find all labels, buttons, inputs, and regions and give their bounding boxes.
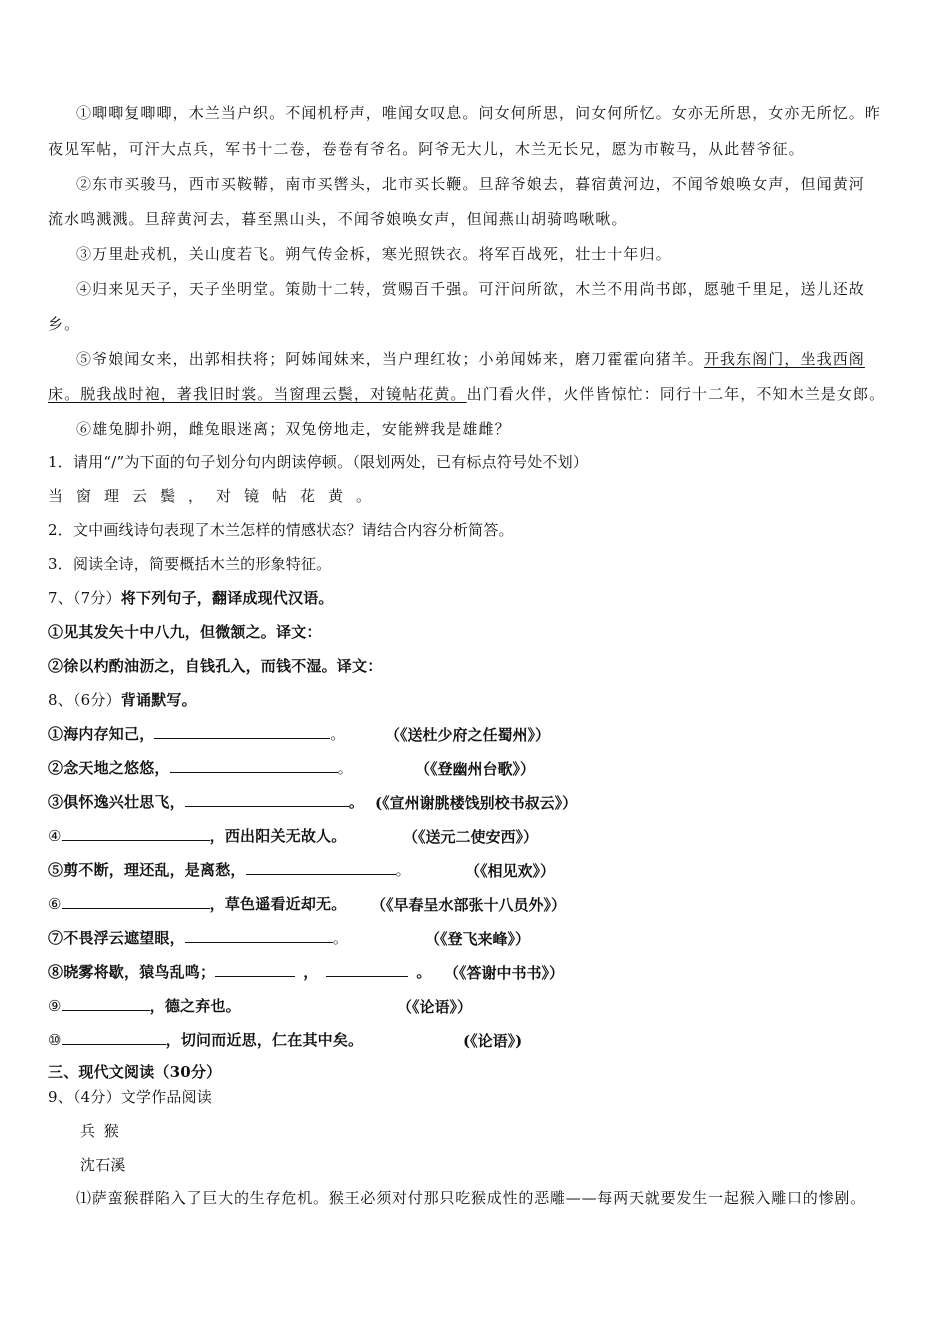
item-text: ⑩ — [48, 1031, 62, 1049]
poem-para5-text: ⑤爷娘闻女来，出郭相扶将；阿姊闻妹来，当户理红妆；小弟闻姊来，磨刀霍霍向猪羊。 — [76, 350, 704, 368]
poem-para2-line1: ②东市买骏马，西市买鞍鞯，南市买辔头，北市买长鞭。旦辞爷娘去，暮宿黄河边，不闻爷娘唤女声，但闻黄河 — [76, 175, 865, 193]
item-text: 。 — [330, 725, 346, 743]
item-text: ④ — [48, 827, 62, 845]
item-text: ，西出阳关无故人。 — [209, 827, 347, 845]
item-text: ， — [303, 963, 319, 981]
item-text: ，草色遥看近却无。 — [209, 895, 347, 913]
item-text: ，德之弃也。 — [149, 997, 241, 1015]
source-title: （《登幽州台歌》） — [415, 760, 536, 778]
question-1-sentence: 当窗理云鬓，对镜帖花黄。 — [48, 487, 385, 505]
answer-blank[interactable] — [62, 894, 210, 909]
poem-para4-line2: 乡。 — [48, 315, 81, 333]
recitation-item-9 — [48, 996, 908, 1016]
story-author: 沈石溪 — [80, 1156, 126, 1174]
poem-para4-line1: ④归来见天子，天子坐明堂。策勋十二转，赏赐百千强。可汗问所欲，木兰不用尚书郎，愿驰千里足，送儿还故 — [76, 280, 865, 298]
question-7-sentence-1: ①见其发矢十中八九，但微颔之。译文： — [48, 623, 322, 641]
question-7-title — [48, 588, 908, 608]
item-text: ，切问而近思，仁在其中矣。 — [165, 1031, 364, 1049]
question-2: 2．文中画线诗句表现了木兰怎样的情感状态？请结合内容分析简答。 — [48, 521, 514, 539]
answer-blank[interactable] — [62, 1030, 166, 1045]
source-title: （《送杜少府之任蜀州》） — [385, 726, 551, 744]
poem-para1-line1: ①唧唧复唧唧，木兰当户织。不闻机杼声，唯闻女叹息。问女何所思，问女何所忆。女亦无所思，女亦无所忆。昨 — [76, 104, 882, 122]
section-3-heading: 三、现代文阅读（30分） — [48, 1063, 222, 1081]
source-title: (《论语》) — [463, 1032, 523, 1050]
source-title: （《答谢中书书》） — [444, 964, 565, 982]
question-3: 3．阅读全诗，简要概括木兰的形象特征。 — [48, 555, 332, 573]
item-text: 。 — [337, 759, 353, 777]
source-title: （《登飞来峰》） — [425, 930, 531, 948]
underlined-verse: 床。脱我战时袍，著我旧时裳。当窗理云鬓，对镜帖花黄。 — [48, 385, 467, 403]
source-title: （《论语》） — [397, 998, 473, 1016]
question-7-sentence-2: ②徐以杓酌油沥之，自钱孔入，而钱不湿。译文： — [48, 657, 383, 675]
question-8-number: 8、（6分） — [48, 691, 121, 709]
item-text: 。 — [395, 861, 411, 879]
question-8-title — [48, 690, 908, 710]
answer-blank[interactable] — [185, 792, 349, 807]
underlined-verse: 开我东阁门，坐我西阁 — [703, 350, 865, 368]
poem-para2-line2: 流水鸣溅溅。旦辞黄河去，暮至黑山头，不闻爷娘唤女声，但闻燕山胡骑鸣啾啾。 — [48, 210, 628, 228]
poem-para1-line2: 夜见军帖，可汗大点兵，军书十二卷，卷卷有爷名。阿爷无大儿，木兰无长兄，愿为市鞍马，从此替爷征。 — [48, 140, 805, 158]
poem-para3: ③万里赴戎机，关山度若飞。朔气传金柝，寒光照铁衣。将军百战死，壮士十年归。 — [76, 245, 672, 263]
story-paragraph-1: ⑴萨蛮猴群陷入了巨大的生存危机。猴王必须对付那只吃猴成性的恶雕——每两天就要发生一起猴入雕口的惨剧。 — [76, 1189, 867, 1207]
answer-blank[interactable] — [326, 962, 408, 977]
answer-blank[interactable] — [215, 962, 295, 977]
question-1: 1．请用“/”为下面的句子划分句内朗读停顿。（限划两处，已有标点符号处不划） — [48, 453, 589, 471]
item-text: 。 — [332, 929, 349, 947]
answer-blank[interactable] — [170, 758, 338, 773]
source-title: (《宣州谢朓楼饯别校书叔云》） — [375, 794, 578, 812]
answer-blank[interactable] — [246, 860, 396, 875]
answer-blank[interactable] — [62, 826, 210, 841]
item-text: ③俱怀逸兴壮思飞， — [48, 793, 185, 811]
question-7-number: 7、（7分） — [48, 589, 121, 607]
item-text: ⑤剪不断，理还乱，是离愁， — [48, 861, 246, 879]
poem-para5-line1 — [76, 349, 936, 369]
item-text: ②念天地之悠悠， — [48, 759, 170, 777]
question-7-instruction: 将下列句子，翻译成现代汉语。 — [120, 589, 334, 607]
question-8-instruction: 背诵默写。 — [120, 691, 197, 709]
poem-para5-text: 出门看火伴，火伴皆惊忙：同行十二年，不知木兰是女郎。 — [466, 385, 886, 403]
item-text: 。 — [348, 793, 365, 811]
story-title: 兵 猴 — [80, 1122, 121, 1140]
item-text: ⑥ — [48, 895, 62, 913]
source-title: （《早春呈水部张十八员外》） — [371, 896, 567, 914]
item-text: ⑦不畏浮云遮望眼， — [48, 929, 185, 947]
source-title: （《相见欢》） — [465, 862, 556, 880]
item-text: ⑨ — [48, 997, 62, 1015]
answer-blank[interactable] — [62, 996, 150, 1011]
answer-blank[interactable] — [154, 724, 330, 739]
item-text: ⑧晓雾将歇，猿鸟乱鸣； — [48, 963, 216, 981]
question-9-title: 9、（4分）文学作品阅读 — [48, 1088, 212, 1106]
answer-blank[interactable] — [185, 928, 333, 943]
source-title: （《送元二使安西》） — [403, 828, 539, 846]
item-text: 。 — [416, 963, 432, 981]
poem-para5-line2 — [48, 384, 908, 404]
poem-para6: ⑥雄兔脚扑朔，雌兔眼迷离；双兔傍地走，安能辨我是雄雌？ — [76, 420, 511, 438]
item-text: ①海内存知己， — [48, 725, 155, 743]
